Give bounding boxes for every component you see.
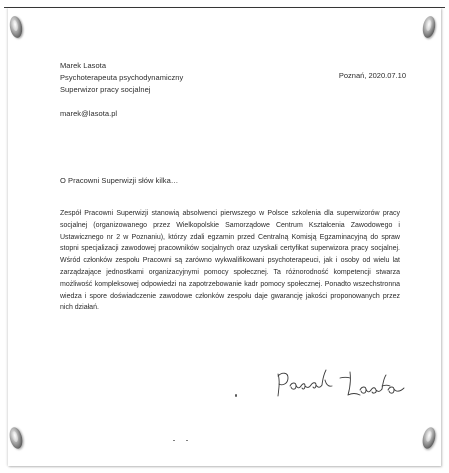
letter-sheet (8, 8, 441, 466)
scan-speck (186, 440, 188, 441)
letter-body: Zespół Pracowni Superwizji stanowią absolwenci pierwszego w Polsce szkolenia dla superwizorów pracy socjalnej (organizowanego przez Wielkopolskie Samorządowe Centrum Kształcenia Zawodowego i Ustawicznego nr 2 w Poznaniu), którzy zdali egzamin przed Centralną Komisją Egzaminacyjną do spraw stopni specjalizacji zawodowej pracowników socjalnych oraz uzyskali certyfikat superwizora pracy socjalnej. Wśród członków zespołu Pracowni są zarówno wykwalifikowani psychoterapeuci, jak i osoby od wielu lat zarządzające jednostkami organizacyjnymi pomocy społecznej. Ta różnorodność kompetencji stwarza możliwość kompleksowej odpowiedzi na zapotrzebowanie kadr pomocy społecznej. Ponadto wszechstronna wiedza i spore doświadczenie zawodowe członków zespołu daje gwarancję jakości proponowanych przez nich działań. (60, 210, 400, 312)
sender-title-psychotherapist: Psychoterapeuta psychodynamiczny (60, 73, 184, 82)
handwritten-signature (270, 366, 420, 402)
sender-email: marek@lasota.pl (60, 109, 118, 118)
scan-speck (173, 440, 175, 441)
letter-subject: O Pracowni Superwizji słów kilka… (60, 176, 179, 185)
sender-name: Marek Lasota (60, 61, 107, 70)
letter-date: Poznań, 2020.07.10 (338, 71, 406, 80)
sender-title-supervisor: Superwizor pracy socjalnej (60, 85, 151, 94)
scan-speck (235, 394, 237, 397)
